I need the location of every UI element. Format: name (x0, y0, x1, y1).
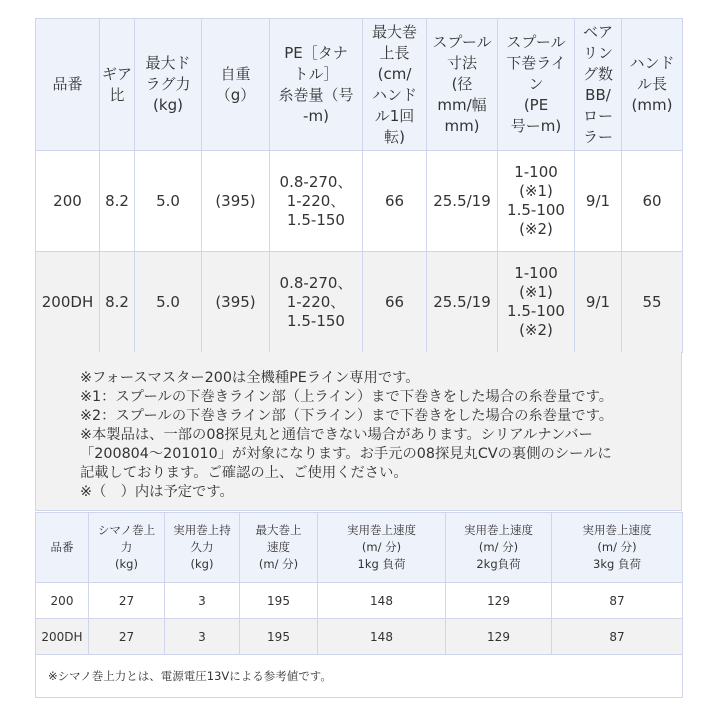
note-line: ※本製品は、一部の08探見丸と通信できない場合があります。シリアルナンバー (80, 427, 593, 443)
spec-table (35, 18, 683, 353)
speed-table (35, 512, 683, 698)
spec-row-200 (36, 151, 683, 252)
cell-part-number: 200DH (36, 619, 89, 655)
cell-spool-dimensions: 25.5/19 (427, 151, 498, 252)
cell-endurance: 3 (165, 619, 240, 655)
note-line: 「200804～201010」が対象になります。お手元の08探見丸CVの裏側のシールに (80, 446, 612, 462)
header-speed-2kg: 実用巻上速度 (m/ 分) 2kg負荷 (446, 513, 552, 583)
cell-max-drag: 5.0 (135, 252, 202, 353)
cell-max-speed: 195 (240, 619, 318, 655)
cell-max-retrieve: 66 (363, 151, 427, 252)
cell-spool-backing: 1-100 (※1) 1.5-100 (※2) (498, 151, 575, 252)
cell-spool-dimensions: 25.5/19 (427, 252, 498, 353)
header-speed-3kg: 実用巻上速度 (m/ 分) 3kg 負荷 (552, 513, 683, 583)
header-part-number: 品番 (36, 513, 89, 583)
notes-section (35, 352, 682, 511)
cell-part-number: 200DH (36, 252, 100, 353)
note-line: ※2：スプールの下巻きライン部（下ライン）まで下巻きをした場合の糸巻量です。 (80, 408, 614, 424)
speed-header-row (36, 513, 683, 583)
header-max-speed: 最大巻上 速度 (m/ 分) (240, 513, 318, 583)
cell-winding-power: 27 (89, 583, 165, 619)
speed-footnote: ※シマノ巻上力とは、電源電圧13Vによる参考値です。 (36, 655, 683, 698)
note-line: ※1：スプールの下巻きライン部（上ライン）まで下巻きをした場合の糸巻量です。 (80, 389, 614, 405)
cell-line-capacity: 0.8-270、 1-220、 1.5-150 (270, 252, 363, 353)
header-line-capacity: PE［タナ トル］ 糸巻量（号 -m) (270, 19, 363, 151)
header-weight: 自重 （g） (202, 19, 270, 151)
header-part-number: 品番 (36, 19, 100, 151)
header-speed-1kg: 実用巻上速度 (m/ 分) 1kg 負荷 (318, 513, 446, 583)
cell-gear-ratio: 8.2 (100, 151, 135, 252)
cell-spool-backing: 1-100 (※1) 1.5-100 (※2) (498, 252, 575, 353)
spec-header-row (36, 19, 683, 151)
cell-speed-3kg: 87 (552, 583, 683, 619)
cell-speed-1kg: 148 (318, 619, 446, 655)
header-gear-ratio: ギア 比 (100, 19, 135, 151)
header-bearings: ベア リン グ数 BB/ ロー ラー (575, 19, 622, 151)
notes-list (36, 352, 681, 502)
cell-bearings: 9/1 (575, 252, 622, 353)
cell-speed-1kg: 148 (318, 583, 446, 619)
header-spool-backing: スプール 下巻ライ ン (PE 号ーm) (498, 19, 575, 151)
cell-part-number: 200 (36, 151, 100, 252)
header-spool-dimensions: スプール 寸法 (径 mm/幅 mm) (427, 19, 498, 151)
cell-max-speed: 195 (240, 583, 318, 619)
speed-footnote-row (36, 655, 683, 698)
cell-handle-length: 55 (622, 252, 683, 353)
cell-part-number: 200 (36, 583, 89, 619)
spec-row-200dh (36, 252, 683, 353)
cell-weight: (395) (202, 151, 270, 252)
cell-max-drag: 5.0 (135, 151, 202, 252)
cell-speed-3kg: 87 (552, 619, 683, 655)
speed-row-200dh (36, 619, 683, 655)
cell-bearings: 9/1 (575, 151, 622, 252)
cell-line-capacity: 0.8-270、 1-220、 1.5-150 (270, 151, 363, 252)
header-max-retrieve: 最大巻 上長 (cm/ ハンド ル1回 転) (363, 19, 427, 151)
header-handle-length: ハンド ル長 (mm) (622, 19, 683, 151)
cell-speed-2kg: 129 (446, 619, 552, 655)
cell-winding-power: 27 (89, 619, 165, 655)
header-max-drag: 最大ド ラグ力 (kg) (135, 19, 202, 151)
note-line: ※フォースマスター200は全機種PEライン専用です。 (80, 370, 420, 386)
header-endurance: 実用巻上持 久力 (kg) (165, 513, 240, 583)
cell-gear-ratio: 8.2 (100, 252, 135, 353)
note-line: ※（ ）内は予定です。 (80, 484, 234, 500)
note-line: 記載しております。ご確認の上、ご使用ください。 (80, 465, 408, 481)
cell-handle-length: 60 (622, 151, 683, 252)
speed-row-200 (36, 583, 683, 619)
cell-endurance: 3 (165, 583, 240, 619)
cell-max-retrieve: 66 (363, 252, 427, 353)
cell-weight: (395) (202, 252, 270, 353)
header-winding-power: シマノ巻上 力 (kg) (89, 513, 165, 583)
cell-speed-2kg: 129 (446, 583, 552, 619)
